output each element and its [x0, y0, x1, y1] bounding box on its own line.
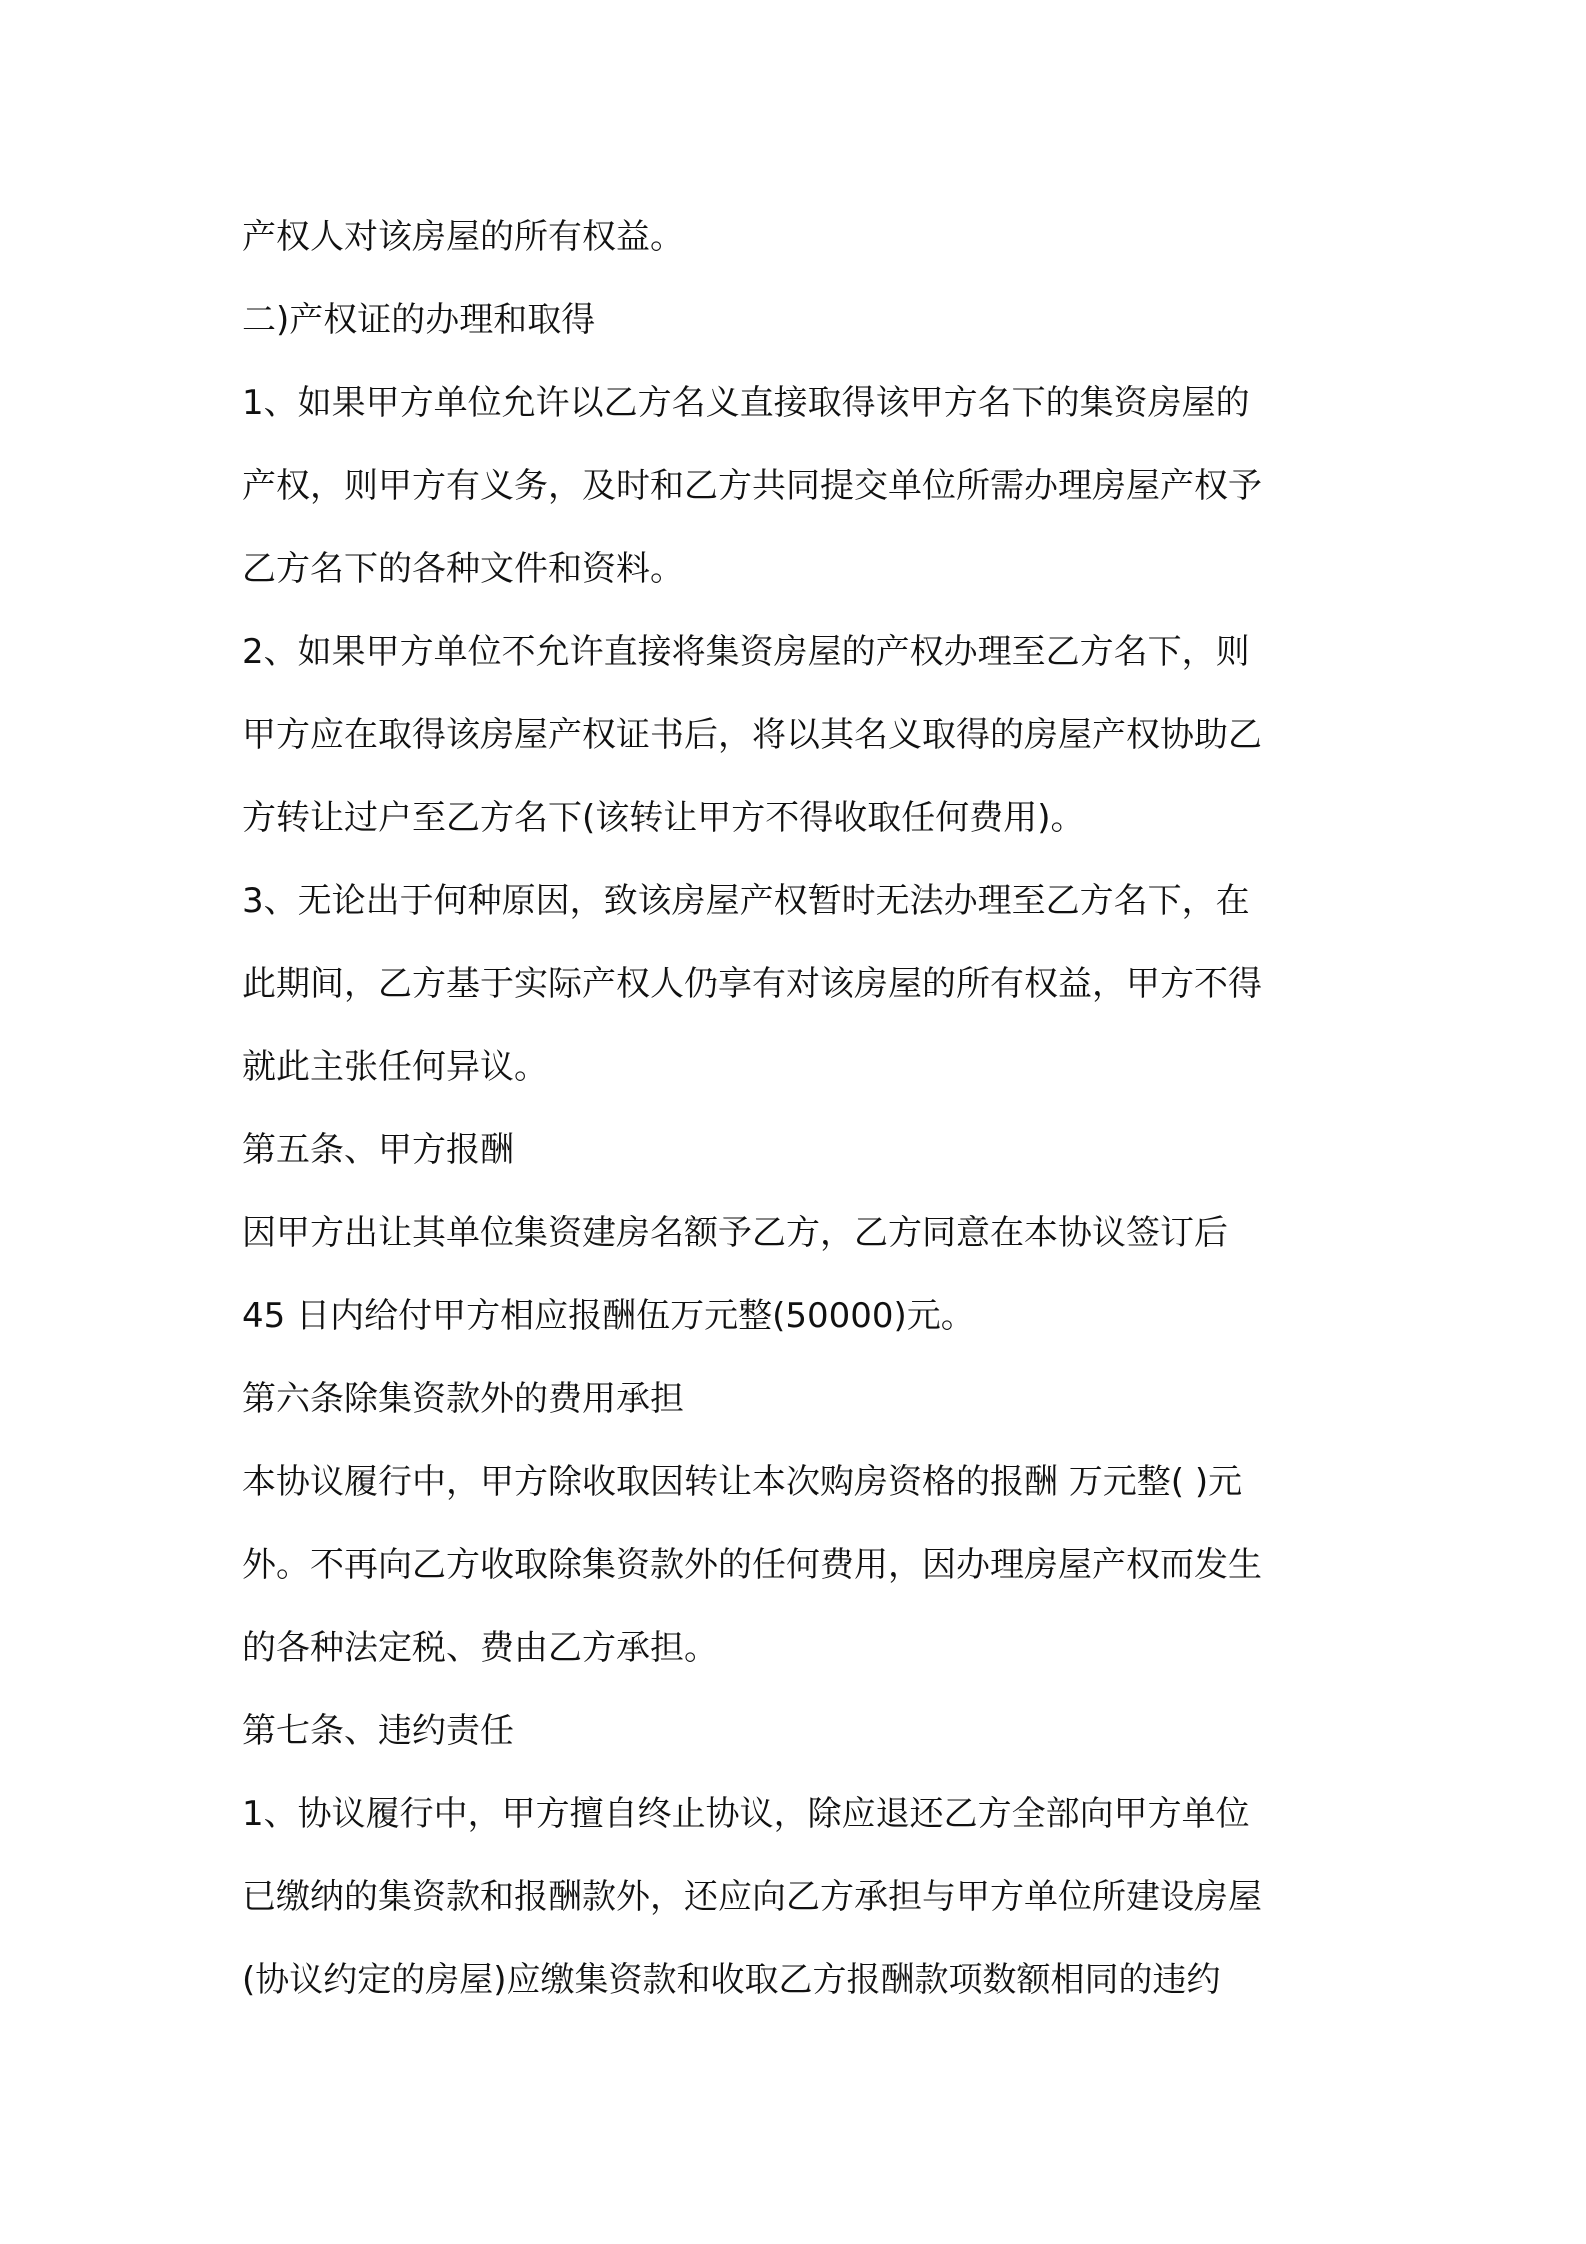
contract-text	[242, 196, 1358, 2022]
clause-1-line-3: 乙方名下的各种文件和资料。	[242, 549, 684, 589]
article-7-clause-1-line-3: (协议约定的房屋)应缴集资款和收取乙方报酬款项数额相同的违约	[242, 1960, 1221, 2000]
article-5-line-1: 因甲方出让其单位集资建房名额予乙方，乙方同意在本协议签订后	[242, 1213, 1228, 1253]
article-6-line-3: 的各种法定税、费由乙方承担。	[242, 1628, 718, 1668]
clause-3-line-1: 3、无论出于何种原因，致该房屋产权暂时无法办理至乙方名下，在	[242, 881, 1250, 921]
article-7-clause-1-line-2: 已缴纳的集资款和报酬款外，还应向乙方承担与甲方单位所建设房屋	[242, 1877, 1262, 1917]
article-6-heading: 第六条除集资款外的费用承担	[242, 1379, 684, 1419]
clause-2-line-1: 2、如果甲方单位不允许直接将集资房屋的产权办理至乙方名下，则	[242, 632, 1250, 672]
clause-2-line-2: 甲方应在取得该房屋产权证书后，将以其名义取得的房屋产权协助乙	[242, 715, 1262, 755]
article-6-line-1: 本协议履行中，甲方除收取因转让本次购房资格的报酬 万元整( )元	[242, 1462, 1243, 1502]
section-heading-certificate: 二)产权证的办理和取得	[242, 300, 596, 340]
clause-2-line-3: 方转让过户至乙方名下(该转让甲方不得收取任何费用)。	[242, 798, 1085, 838]
article-6-line-2: 外。不再向乙方收取除集资款外的任何费用，因办理房屋产权而发生	[242, 1545, 1262, 1585]
article-7-heading: 第七条、违约责任	[242, 1711, 514, 1751]
article-5-line-2: 45 日内给付甲方相应报酬伍万元整(50000)元。	[242, 1296, 975, 1336]
article-7-clause-1-line-1: 1、协议履行中，甲方擅自终止协议，除应退还乙方全部向甲方单位	[242, 1794, 1250, 1834]
article-5-heading: 第五条、甲方报酬	[242, 1130, 514, 1170]
clause-1-line-1: 1、如果甲方单位允许以乙方名义直接取得该甲方名下的集资房屋的	[242, 383, 1250, 423]
clause-3-line-2: 此期间，乙方基于实际产权人仍享有对该房屋的所有权益，甲方不得	[242, 964, 1262, 1004]
clause-1-line-2: 产权，则甲方有义务，及时和乙方共同提交单位所需办理房屋产权予	[242, 466, 1262, 506]
text-line-rights-continued: 产权人对该房屋的所有权益。	[242, 217, 684, 257]
clause-3-line-3: 就此主张任何异议。	[242, 1047, 548, 1087]
